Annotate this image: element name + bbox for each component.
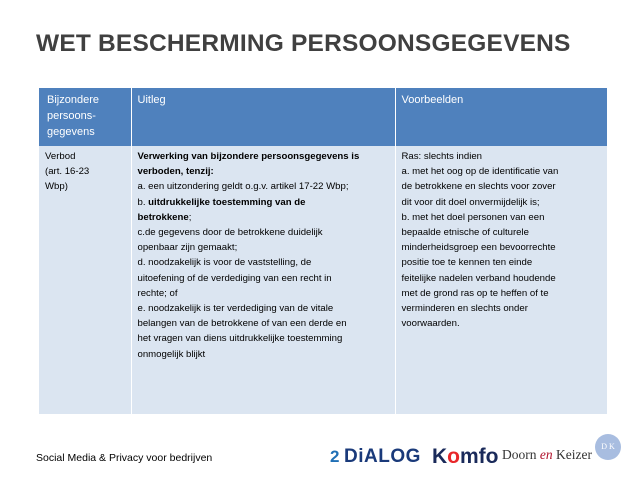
doorn-logo-text: Doorn xyxy=(502,447,540,462)
cell-text-bold: betrokkene xyxy=(137,211,189,223)
cell-line: voorwaarden. xyxy=(401,318,460,330)
dk-seal-logo: D K xyxy=(595,434,621,460)
cell-line: a. met het oog op de identificatie van xyxy=(401,166,559,178)
table-row xyxy=(39,146,607,414)
header-line: persoons- xyxy=(47,110,96,122)
cell-line-b xyxy=(138,195,391,210)
cell-line: verboden, tenzij: xyxy=(137,166,214,178)
slide-title: WET BESCHERMING PERSOONSGEGEVENS xyxy=(36,30,571,57)
header-line: Voorbeelden xyxy=(401,94,464,106)
komfo-logo xyxy=(432,445,499,469)
cell-line: Ras: slechts indien xyxy=(401,151,483,162)
cell-text: ; xyxy=(188,211,192,223)
cell-line: bepaalde etnische of culturele xyxy=(401,227,529,239)
cell-line: a. een uitzondering geldt o.g.v. artikel 17-22 Wbp; xyxy=(137,181,349,193)
cell-line: b. met het doel personen van een xyxy=(401,211,545,223)
cell-text-bold: uitdrukkelijke toestemming van de xyxy=(148,196,306,208)
header-line: Bijzondere xyxy=(47,94,99,106)
komfo-logo-text: mf xyxy=(460,445,486,468)
header-voorbeelden xyxy=(395,88,607,146)
cell-line: (art. 16-23 xyxy=(45,166,90,178)
cell-line: positie toe te kennen ten einde xyxy=(401,257,533,269)
cell-line: uitoefening of de verdediging van een recht in xyxy=(137,272,332,284)
cell-line: belangen van de betrokkene of van een derde en xyxy=(137,318,347,330)
cell-line: d. noodzakelijk is voor de vaststelling, de xyxy=(137,257,312,269)
doorn-logo-en: en xyxy=(539,447,553,462)
header-line: Uitleg xyxy=(137,94,166,106)
wbp-table xyxy=(39,88,607,414)
cell-voorbeelden xyxy=(395,146,607,414)
cell-line: openbaar zijn gemaakt; xyxy=(137,242,238,254)
footer-text: Social Media & Privacy voor bedrijven xyxy=(36,452,213,464)
doorn-en-keizer-logo xyxy=(502,447,592,463)
cell-line: Verwerking van bijzondere persoonsgegevens is xyxy=(137,151,360,162)
doorn-logo-text: Keizer xyxy=(552,447,592,462)
header-bijzondere-persoonsgegevens xyxy=(39,88,131,146)
cell-line: feitelijke nadelen verband houdende xyxy=(401,272,556,284)
cell-line: verminderen en slechts onder xyxy=(401,303,528,315)
cell-line: het vragen van diens uitdrukkelijke toestemming xyxy=(137,333,343,345)
cell-text: b. xyxy=(137,196,149,208)
cell-uitleg xyxy=(131,146,395,414)
dialog-logo-mark: 2 xyxy=(330,447,340,466)
cell-line: c.de gegevens door de betrokkene duidelijk xyxy=(137,227,323,239)
header-line: gegevens xyxy=(47,126,95,138)
cell-line: minderheidsgroep een bevoorrechte xyxy=(401,242,556,254)
header-uitleg xyxy=(131,88,395,146)
cell-line-b2 xyxy=(138,210,391,225)
dialog-logo xyxy=(330,446,422,470)
cell-line: Wbp) xyxy=(45,181,68,193)
komfo-logo-text: o xyxy=(485,445,499,468)
cell-line: dit voor dit doel onvermijdelijk is; xyxy=(401,196,540,208)
cell-line: met de grond ras op te heffen of te xyxy=(401,287,549,299)
table-header-row xyxy=(39,88,607,146)
dialog-logo-word: DiALOG xyxy=(344,446,421,467)
cell-verbod xyxy=(39,146,131,414)
cell-line: e. noodzakelijk is ter verdediging van de vitale xyxy=(137,303,334,315)
cell-line: onmogelijk blijkt xyxy=(137,348,206,360)
komfo-logo-text: K xyxy=(432,445,448,468)
cell-line: de betrokkene en slechts voor zover xyxy=(401,181,556,193)
cell-line: Verbod xyxy=(45,151,76,162)
komfo-logo-o: o xyxy=(447,445,460,468)
cell-line: rechte; of xyxy=(137,287,178,299)
